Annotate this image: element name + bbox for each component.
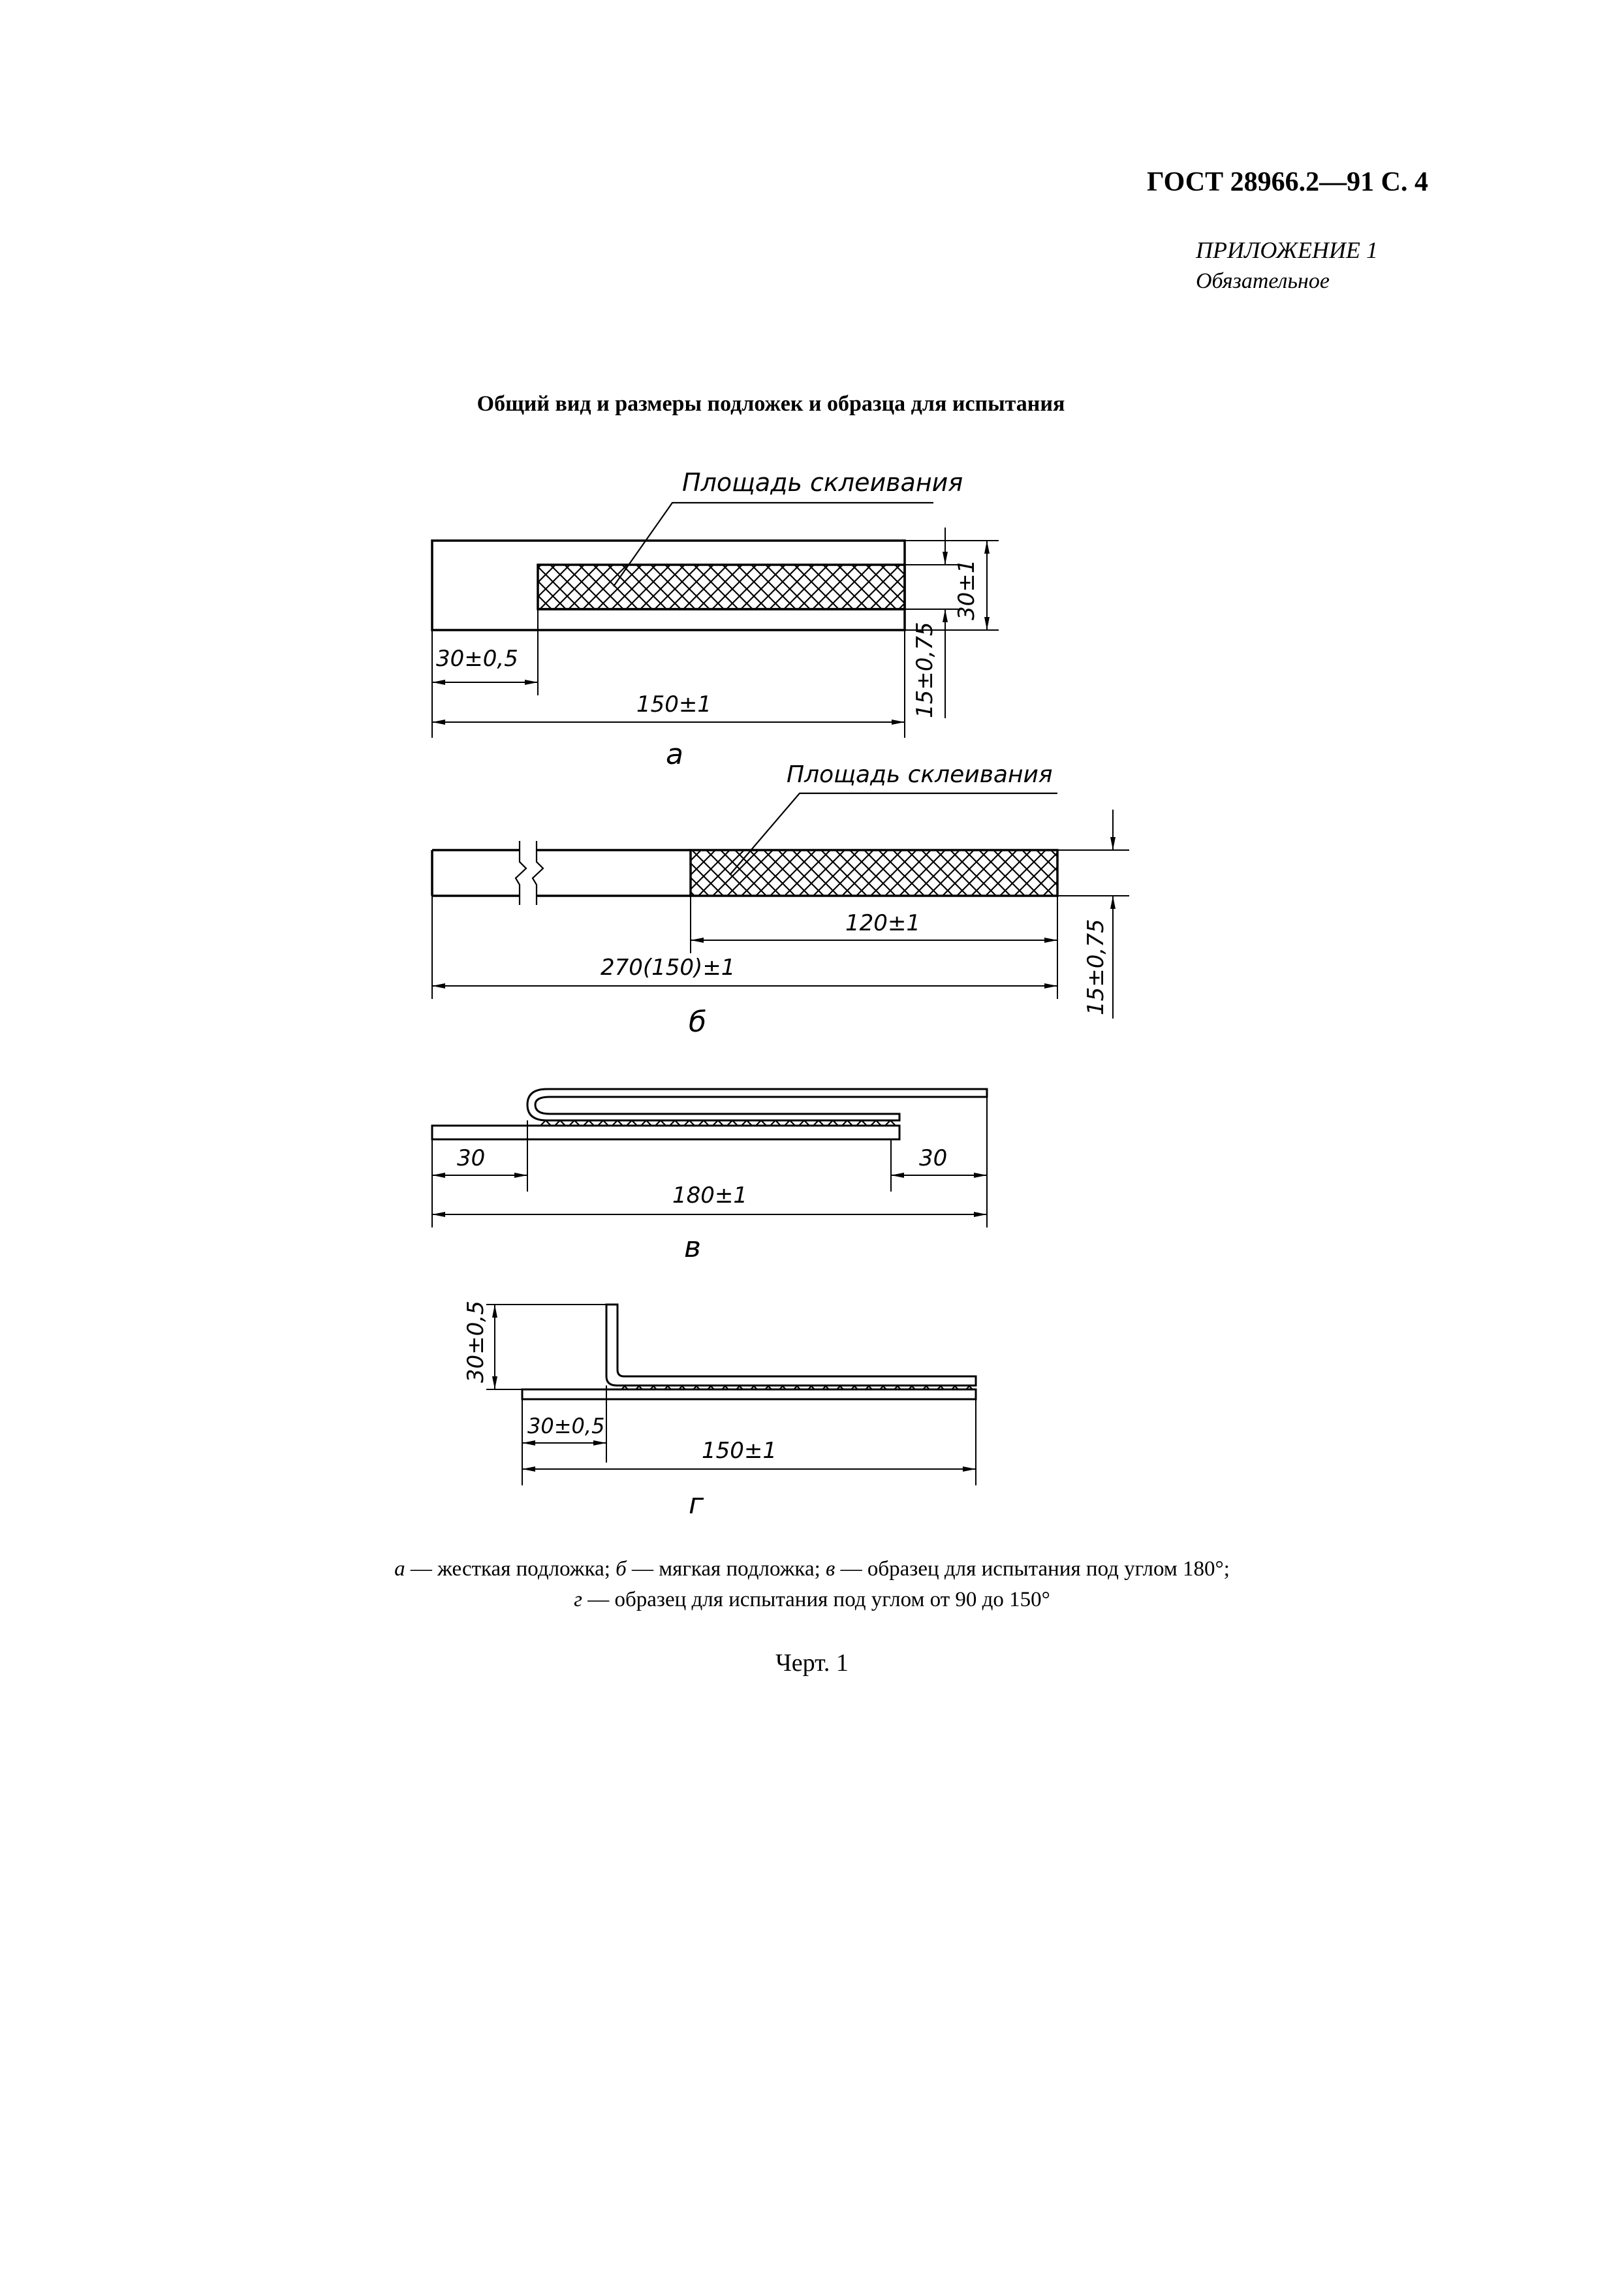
figure-v-right-dim: 30 (919, 1145, 948, 1171)
figure-g-length-dim: 150±1 (702, 1438, 777, 1464)
figure-g-height-dim: 30±0,5 (463, 1301, 489, 1383)
figure-a-width-dim: 30±1 (954, 559, 980, 620)
caption-key-a: а (394, 1557, 405, 1581)
figure-b-area-length-dim: 120±1 (845, 910, 921, 936)
figure-v-lower-strip (432, 1126, 899, 1139)
figure-number: Черт. 1 (775, 1649, 849, 1677)
figure-v-letter: в (684, 1231, 701, 1264)
figure-g-lower-strip (522, 1389, 976, 1399)
figure-a-area-label: Площадь склеивания (682, 468, 963, 497)
caption-text-b: — мягкая подложка; (626, 1557, 826, 1581)
caption-key-v: в (826, 1557, 835, 1581)
figure-b-drawing (432, 761, 1129, 1039)
figure-g-letter: г (689, 1487, 704, 1521)
figure-g-offset-dim: 30±0,5 (527, 1414, 605, 1438)
figure-caption-line-1 (0, 1557, 1624, 1581)
appendix-label: ПРИЛОЖЕНИЕ 1 (1196, 237, 1378, 263)
figure-g-upper-strip (606, 1305, 976, 1385)
figure-g-drawing (463, 1301, 976, 1521)
figure-a-area-width-dim: 15±0,75 (912, 622, 938, 718)
caption-text-a: — жесткая подложка; (405, 1557, 616, 1581)
figure-v-upper-strip (527, 1089, 987, 1120)
caption-key-b: б (616, 1557, 627, 1581)
caption-text-g: — образец для испытания под углом от 90 до 150° (582, 1588, 1050, 1611)
figure-caption-line-2 (0, 1588, 1624, 1612)
figure-b-area-label: Площадь склеивания (787, 761, 1053, 788)
appendix-status: Обязательное (1196, 269, 1330, 293)
caption-key-g: г (574, 1588, 582, 1611)
figure-a-offset-dim: 30±0,5 (436, 646, 518, 672)
figure-a-bond-area (538, 565, 905, 609)
figure-title: Общий вид и размеры подложек и образца для испытания (476, 392, 1065, 416)
document-id: ГОСТ 28966.2—91 С. 4 (1146, 167, 1428, 197)
caption-text-v: — образец для испытания под углом 180°; (835, 1557, 1230, 1581)
figure-v-left-dim: 30 (457, 1145, 486, 1171)
figure-b-width-dim: 15±0,75 (1083, 919, 1109, 1015)
figure-v-length-dim: 180±1 (672, 1182, 748, 1209)
figure-b-length-dim: 270(150)±1 (601, 955, 736, 981)
figure-a-letter: а (666, 738, 683, 771)
figure-a-length-dim: 150±1 (636, 691, 712, 718)
figure-b-letter: б (689, 1005, 707, 1039)
figure-v-drawing (432, 1089, 987, 1264)
figure-a-drawing (432, 468, 999, 771)
